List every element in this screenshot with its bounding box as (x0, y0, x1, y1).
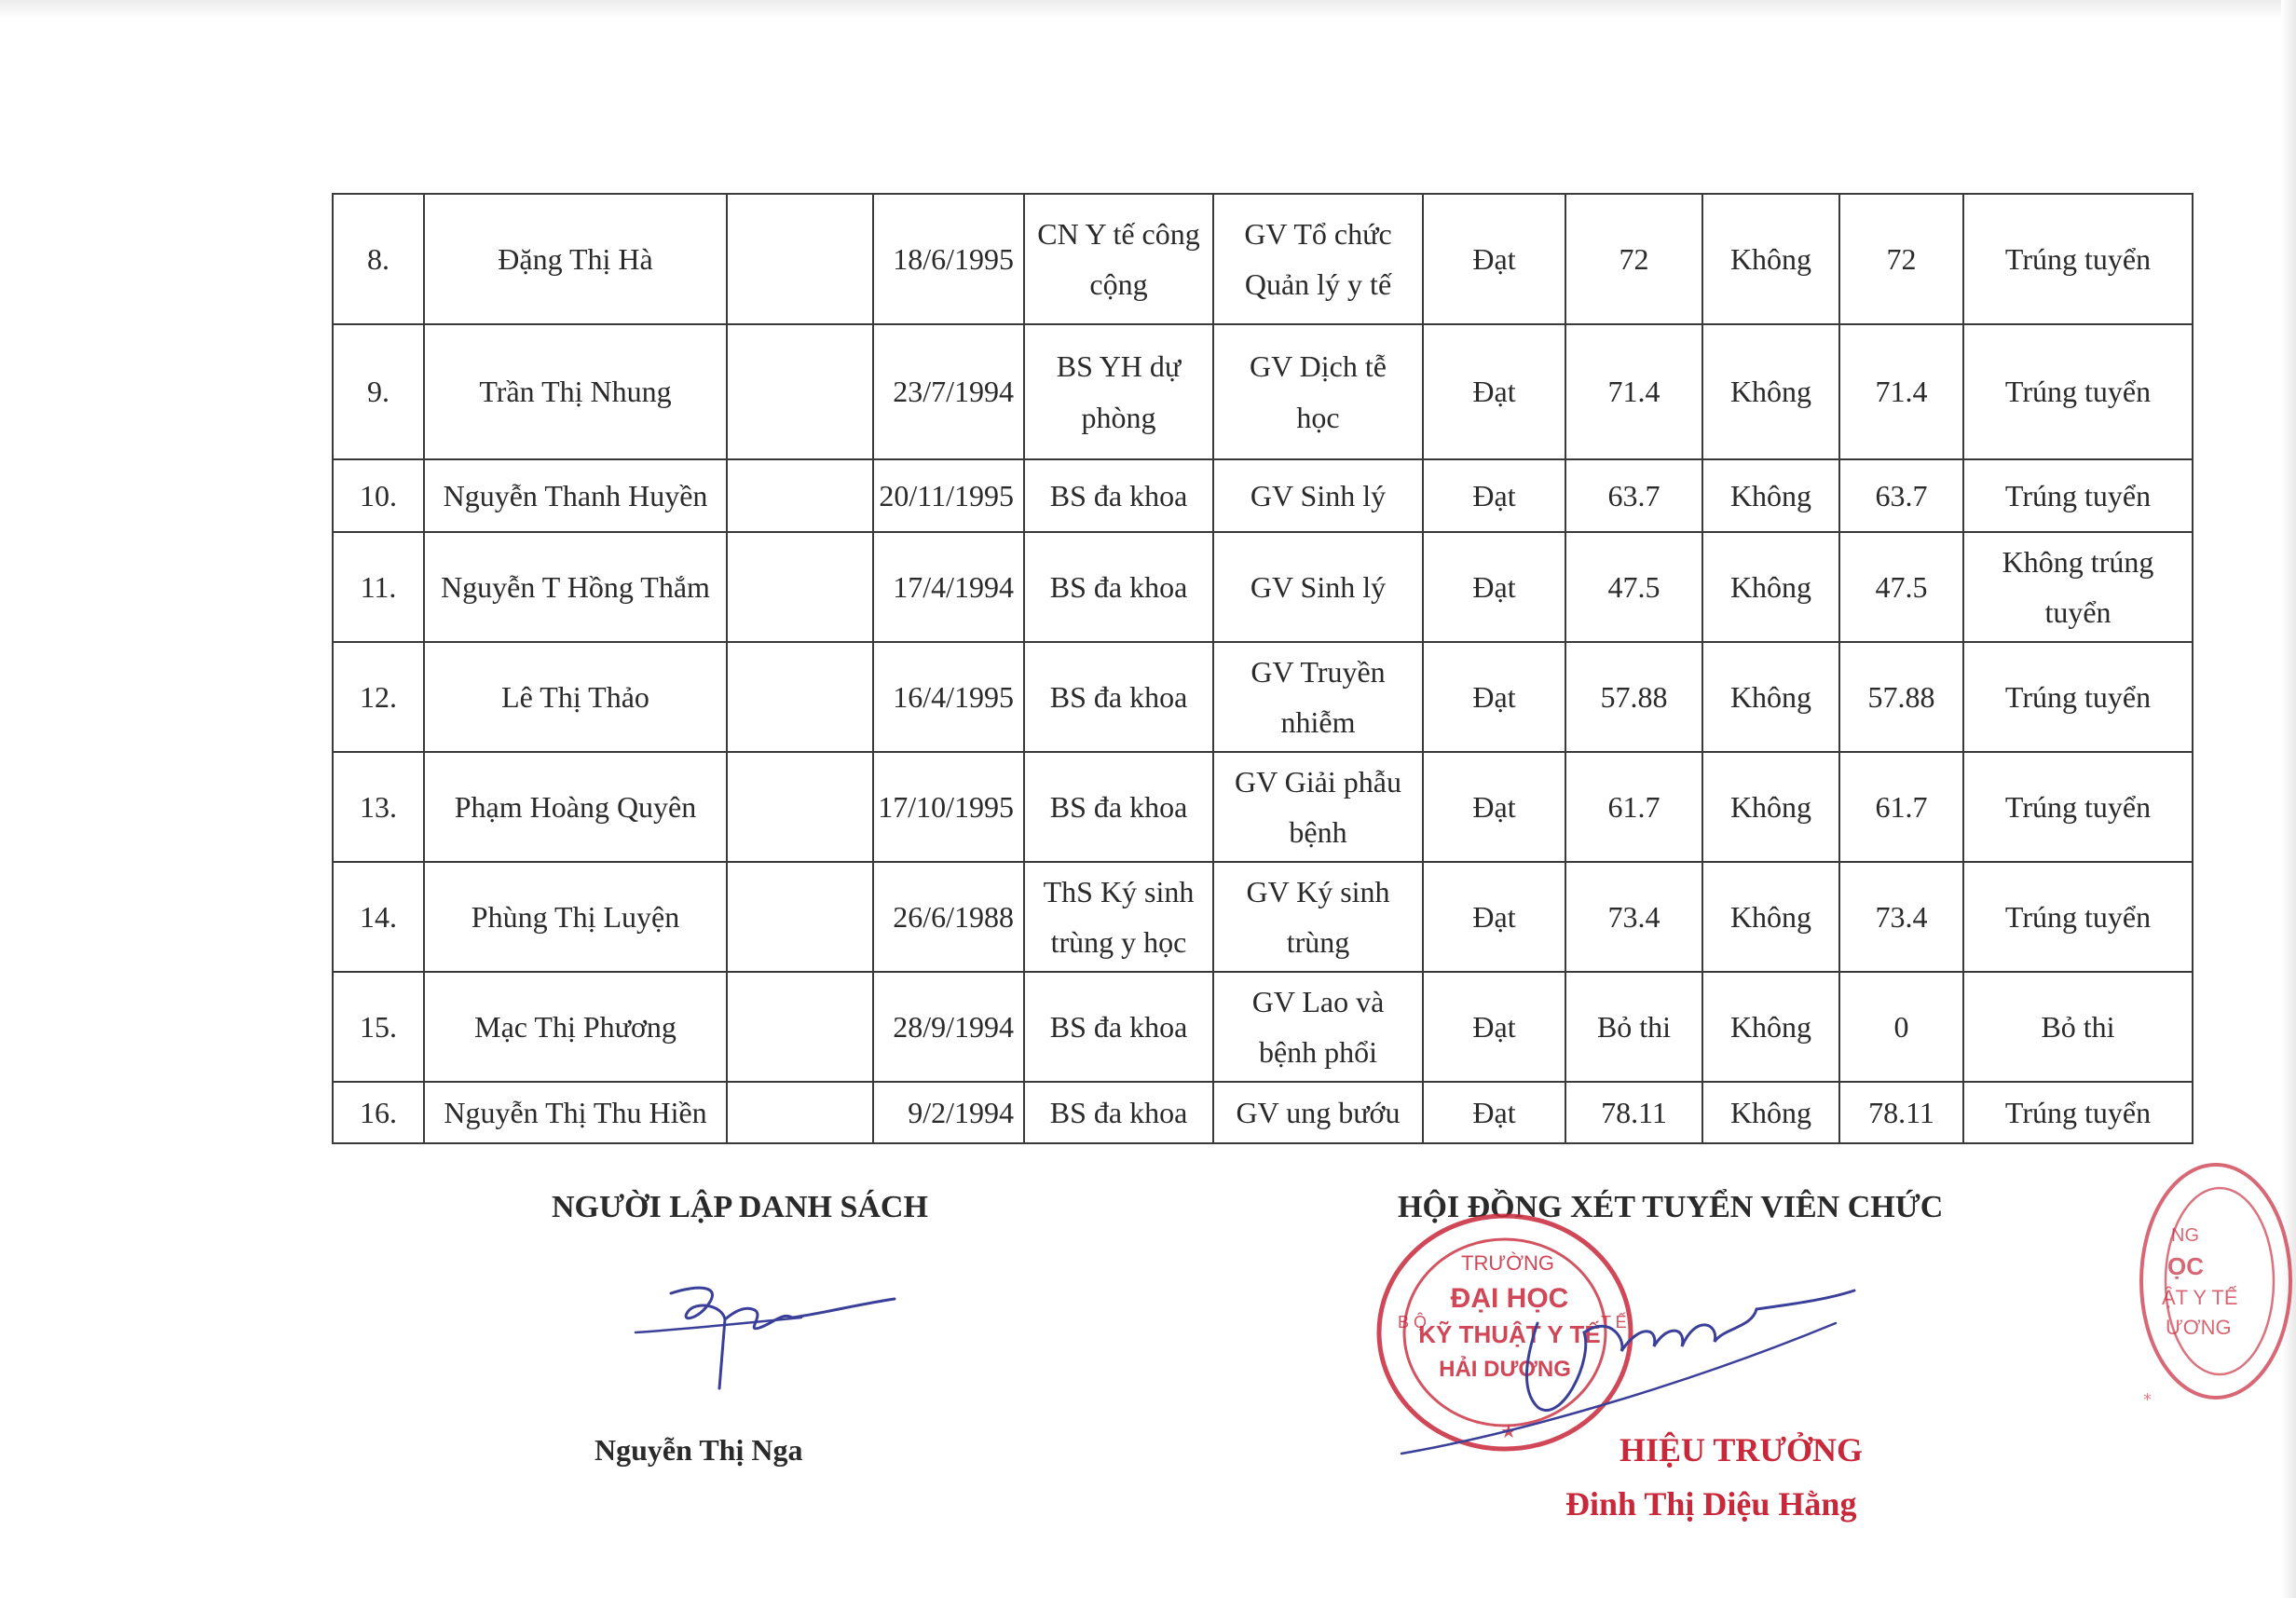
table-row (333, 194, 2193, 324)
cell-degree-line: CN Y tế công (1037, 216, 1200, 251)
cell-degree (1024, 862, 1213, 972)
cell-priority: Không (1702, 459, 1839, 532)
cell-dob: 28/9/1994 (873, 972, 1024, 1082)
cell-position (1213, 862, 1423, 972)
cell-stt: 12. (333, 642, 424, 752)
cell-degree-line: BS đa khoa (1049, 789, 1188, 824)
committee-title: HỘI ĐỒNG XÉT TUYỂN VIÊN CHỨC (1398, 1190, 1944, 1224)
cell-score: 57.88 (1565, 642, 1702, 752)
cell-priority: Không (1702, 972, 1839, 1082)
cell-score: 61.7 (1565, 752, 1702, 862)
svg-text:★: ★ (1500, 1420, 1517, 1442)
cell-priority: Không (1702, 194, 1839, 324)
cell-stt: 8. (333, 194, 424, 324)
scan-edge-top (0, 0, 2296, 19)
cell-dob: 17/10/1995 (873, 752, 1024, 862)
cell-dob: 26/6/1988 (873, 862, 1024, 972)
cell-result-line: tuyển (2044, 595, 2112, 629)
cell-score: 73.4 (1565, 862, 1702, 972)
stamp-text-line: KỸ THUẬT Y TẾ (1418, 1320, 1601, 1348)
cell-name: Phùng Thị Luyện (424, 862, 727, 972)
stamp-text-line: ĐẠI HỌC (1450, 1283, 1569, 1314)
cell-position-line: GV Truyền (1250, 654, 1386, 689)
cell-eligibility: Đạt (1423, 1082, 1565, 1143)
cell-degree (1024, 194, 1213, 324)
cell-position-line: bệnh phổi (1258, 1035, 1378, 1069)
cell-priority: Không (1702, 1082, 1839, 1143)
svg-text:*: * (2143, 1390, 2152, 1410)
cell-result-line: Trúng tuyển (2004, 679, 2152, 714)
cell-extra (727, 532, 873, 642)
cell-degree-line: cộng (1089, 267, 1148, 301)
cell-position (1213, 1082, 1423, 1143)
cell-name: Mạc Thị Phương (424, 972, 727, 1082)
table-row (333, 459, 2193, 532)
cell-degree (1024, 459, 1213, 532)
list-maker-name: Nguyễn Thị Nga (594, 1433, 803, 1467)
table-row (333, 972, 2193, 1082)
cell-total: 47.5 (1839, 532, 1963, 642)
cell-result (1963, 324, 2193, 459)
cell-result (1963, 642, 2193, 752)
cell-result-line: Trúng tuyển (2004, 478, 2152, 512)
cell-degree (1024, 752, 1213, 862)
table-row (333, 752, 2193, 862)
cell-stt: 14. (333, 862, 424, 972)
results-table (332, 193, 2194, 1144)
cell-extra (727, 972, 873, 1082)
cell-position (1213, 459, 1423, 532)
cell-extra (727, 194, 873, 324)
cell-eligibility: Đạt (1423, 642, 1565, 752)
principal-name: Đinh Thị Diệu Hằng (1565, 1485, 1857, 1523)
cell-eligibility: Đạt (1423, 194, 1565, 324)
cell-total: 57.88 (1839, 642, 1963, 752)
cell-score: 78.11 (1565, 1082, 1702, 1143)
cell-position (1213, 642, 1423, 752)
cell-position-line: GV Giải phẫu (1235, 764, 1401, 799)
cell-total: 61.7 (1839, 752, 1963, 862)
cell-dob: 18/6/1995 (873, 194, 1024, 324)
table-row (333, 532, 2193, 642)
cell-name: Lê Thị Thảo (424, 642, 727, 752)
cell-priority: Không (1702, 752, 1839, 862)
svg-text:NG: NG (2171, 1225, 2199, 1246)
cell-degree-line: BS đa khoa (1049, 1009, 1188, 1044)
cell-stt: 9. (333, 324, 424, 459)
cell-position-line: GV ung bướu (1236, 1095, 1401, 1129)
cell-degree-line: BS YH dự (1056, 349, 1182, 384)
cell-result-line: Trúng tuyển (2004, 375, 2152, 409)
cell-result (1963, 972, 2193, 1082)
stamp-text-line: HẢI DƯƠNG (1439, 1357, 1571, 1382)
cell-result-line: Trúng tuyển (2004, 899, 2152, 934)
svg-text:ỌC: ỌC (2167, 1252, 2204, 1280)
cell-extra (727, 324, 873, 459)
cell-position (1213, 752, 1423, 862)
cell-position-line: GV Dịch tễ (1250, 349, 1387, 384)
cell-total: 73.4 (1839, 862, 1963, 972)
cell-position-line: trùng (1286, 925, 1350, 959)
cell-name: Nguyễn Thị Thu Hiền (424, 1082, 727, 1143)
cell-position-line: GV Ký sinh (1246, 874, 1390, 908)
cell-degree-line: BS đa khoa (1049, 679, 1188, 714)
cell-extra (727, 459, 873, 532)
cell-score: 72 (1565, 194, 1702, 324)
cell-name: Phạm Hoàng Quyên (424, 752, 727, 862)
cell-extra (727, 642, 873, 752)
cell-extra (727, 752, 873, 862)
cell-priority: Không (1702, 642, 1839, 752)
cell-stt: 15. (333, 972, 424, 1082)
cell-position-line: học (1296, 400, 1340, 434)
cell-name: Đặng Thị Hà (424, 194, 727, 324)
stamp-side-text: B Ộ (1398, 1313, 1428, 1332)
cell-priority: Không (1702, 862, 1839, 972)
cell-result (1963, 532, 2193, 642)
cell-total: 63.7 (1839, 459, 1963, 532)
cell-degree (1024, 642, 1213, 752)
cell-eligibility: Đạt (1423, 459, 1565, 532)
cell-position (1213, 972, 1423, 1082)
list-maker-signature (634, 1277, 904, 1398)
cell-degree-line: BS đa khoa (1049, 478, 1188, 512)
cell-stt: 16. (333, 1082, 424, 1143)
cell-name: Nguyễn Thanh Huyền (424, 459, 727, 532)
cell-position-line: GV Tổ chức (1244, 216, 1392, 251)
cell-extra (727, 1082, 873, 1143)
table-row (333, 642, 2193, 752)
list-maker-title: NGƯỜI LẬP DANH SÁCH (552, 1190, 928, 1224)
cell-degree (1024, 532, 1213, 642)
cell-position-line: GV Sinh lý (1250, 478, 1387, 512)
cell-stt: 11. (333, 532, 424, 642)
cell-dob: 23/7/1994 (873, 324, 1024, 459)
cell-total: 72 (1839, 194, 1963, 324)
table-row (333, 862, 2193, 972)
cell-degree-line: BS đa khoa (1049, 569, 1188, 604)
table-body (333, 194, 2193, 1143)
cell-eligibility: Đạt (1423, 532, 1565, 642)
cell-score: 47.5 (1565, 532, 1702, 642)
cell-result (1963, 194, 2193, 324)
svg-text:ẬT Y TẾ: ẬT Y TẾ (2162, 1286, 2238, 1309)
cell-position-line: Quản lý y tế (1244, 267, 1392, 301)
cell-degree-line: trùng y học (1050, 925, 1187, 959)
cell-extra (727, 862, 873, 972)
cell-stt: 10. (333, 459, 424, 532)
principal-role: HIỆU TRƯỞNG (1620, 1431, 1864, 1468)
cell-name: Nguyễn T Hồng Thắm (424, 532, 727, 642)
cell-total: 71.4 (1839, 324, 1963, 459)
cell-priority: Không (1702, 532, 1839, 642)
cell-degree (1024, 324, 1213, 459)
cell-dob: 17/4/1994 (873, 532, 1024, 642)
cell-result (1963, 862, 2193, 972)
cell-eligibility: Đạt (1423, 972, 1565, 1082)
cell-dob: 20/11/1995 (873, 459, 1024, 532)
cell-position-line: GV Lao và (1251, 984, 1385, 1018)
cell-degree-line: BS đa khoa (1049, 1095, 1188, 1129)
cell-degree-line: phòng (1081, 400, 1156, 434)
cell-result-line: Trúng tuyển (2004, 241, 2152, 276)
cell-result (1963, 459, 2193, 532)
cell-degree (1024, 972, 1213, 1082)
cell-degree-line: ThS Ký sinh (1043, 874, 1195, 908)
cell-result-line: Không trúng (2002, 544, 2154, 579)
stamp-side-text: T Ế (1601, 1313, 1627, 1332)
partial-seal-stamp (2106, 1155, 2292, 1426)
cell-position (1213, 324, 1423, 459)
cell-score: 63.7 (1565, 459, 1702, 532)
cell-position-line: bệnh (1289, 815, 1347, 849)
cell-position (1213, 194, 1423, 324)
cell-total: 78.11 (1839, 1082, 1963, 1143)
cell-result (1963, 752, 2193, 862)
cell-degree (1024, 1082, 1213, 1143)
stamp-text-line: TRƯỜNG (1461, 1251, 1554, 1275)
cell-result (1963, 1082, 2193, 1143)
cell-position-line: GV Sinh lý (1250, 569, 1387, 604)
cell-position (1213, 532, 1423, 642)
table-row (333, 324, 2193, 459)
cell-dob: 16/4/1995 (873, 642, 1024, 752)
cell-score: 71.4 (1565, 324, 1702, 459)
cell-eligibility: Đạt (1423, 862, 1565, 972)
cell-eligibility: Đạt (1423, 752, 1565, 862)
cell-result-line: Trúng tuyển (2004, 789, 2152, 824)
cell-result-line: Bỏ thi (2041, 1009, 2115, 1044)
cell-eligibility: Đạt (1423, 324, 1565, 459)
cell-name: Trần Thị Nhung (424, 324, 727, 459)
table-row (333, 1082, 2193, 1143)
cell-result-line: Trúng tuyển (2004, 1095, 2152, 1129)
cell-total: 0 (1839, 972, 1963, 1082)
cell-priority: Không (1702, 324, 1839, 459)
cell-position-line: nhiễm (1280, 705, 1356, 739)
cell-dob: 9/2/1994 (873, 1082, 1024, 1143)
cell-score: Bỏ thi (1565, 972, 1702, 1082)
svg-text:ƯƠNG: ƯƠNG (2166, 1316, 2232, 1339)
cell-stt: 13. (333, 752, 424, 862)
